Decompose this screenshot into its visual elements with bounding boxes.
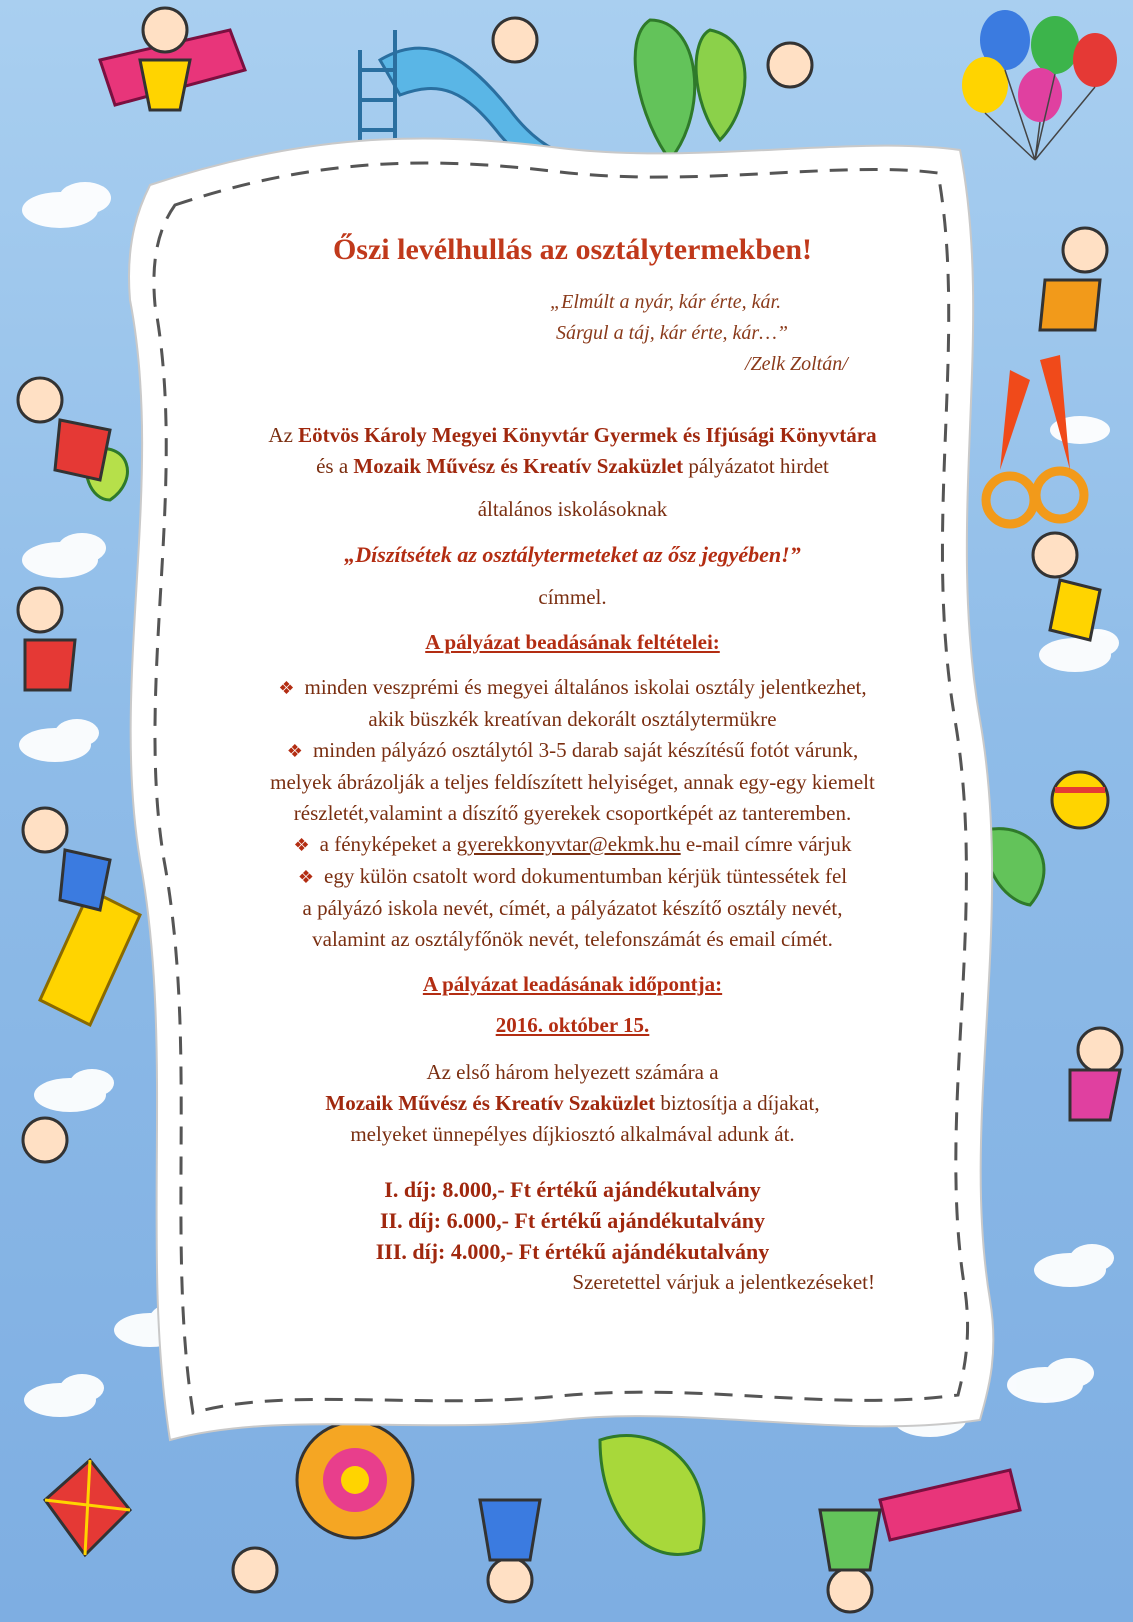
intro-text: és a <box>316 454 354 478</box>
diamond-bullet-icon: ❖ <box>278 678 295 698</box>
flyer-content <box>180 215 965 1395</box>
intro-paragraph <box>180 420 965 613</box>
intro-text: pályázatot hirdet <box>683 454 829 478</box>
awards-paragraph <box>180 1057 965 1150</box>
email-link[interactable]: gyerekkonyvtar@ekmk.hu <box>456 832 681 856</box>
list-item <box>180 735 965 829</box>
organizer-library: Eötvös Károly Megyei Könyvtár Gyermek és Ifjúsági Könyvtára <box>298 423 877 447</box>
list-item-line <box>180 735 965 767</box>
list-item-text: minden veszprémi és megyei általános iskolai osztály jelentkezhet, <box>304 675 867 699</box>
deadline-heading: A pályázat leadásának időpontja: <box>422 972 723 996</box>
intro-text: Az <box>268 423 299 447</box>
quote-line: Sárgul a táj, kár érte, kár…” <box>556 322 789 344</box>
page-title: Őszi levélhullás az osztálytermekben! <box>332 233 813 266</box>
prize-item: I. díj: 8.000,- Ft értékű ajándékutalvány <box>384 1177 761 1202</box>
closing-text: Szeretettel várjuk a jelentkezéseket! <box>572 1270 875 1294</box>
conditions-list <box>180 672 965 955</box>
list-item-text: a pályázó iskola nevét, címét, a pályázatot készítő osztály nevét, <box>302 896 843 920</box>
intro-line <box>180 451 965 482</box>
diamond-bullet-icon: ❖ <box>297 867 314 887</box>
awards-line <box>180 1088 965 1119</box>
list-item-text: valamint az osztályfőnök nevét, telefonszámát és email címét. <box>312 927 833 951</box>
audience-text: általános iskolásoknak <box>477 497 668 521</box>
list-item-text: részletét,valamint a díszítő gyerekek csoportképét az tanteremben. <box>293 801 852 825</box>
contest-slogan: „Díszítsétek az osztálytermeteket az ősz jegyében!” <box>344 542 801 567</box>
list-item-text: akik büszkék kreatívan dekorált osztálytermükre <box>368 707 777 731</box>
list-item-text: melyek ábrázolják a teljes feldíszített helyiséget, annak egy-egy kiemelt <box>270 770 875 794</box>
intro-line <box>180 420 965 451</box>
list-item-line <box>180 672 965 704</box>
diamond-bullet-icon: ❖ <box>286 741 303 761</box>
organizer-shop: Mozaik Művész és Kreatív Szaküzlet <box>353 454 684 478</box>
list-item-line <box>180 829 965 861</box>
awards-line: Az első három helyezett számára a <box>426 1060 719 1084</box>
list-item-text: minden pályázó osztálytól 3-5 darab saját készítésű fotót várunk, <box>312 738 859 762</box>
quote-author: /Zelk Zoltán/ <box>745 353 848 375</box>
list-item-text: a fényképeket a <box>319 832 457 856</box>
sponsor-shop: Mozaik Művész és Kreatív Szaküzlet <box>325 1091 656 1115</box>
list-item <box>180 829 965 861</box>
list-item-text: egy külön csatolt word dokumentumban kérjük tüntessétek fel <box>324 864 848 888</box>
awards-line: melyeket ünnepélyes díjkiosztó alkalmával adunk át. <box>350 1122 795 1146</box>
list-item <box>180 861 965 955</box>
prize-item: III. díj: 4.000,- Ft értékű ajándékutalvány <box>375 1239 770 1264</box>
prize-item: II. díj: 6.000,- Ft értékű ajándékutalvány <box>379 1208 765 1233</box>
list-item-text: e-mail címre várjuk <box>680 832 852 856</box>
deadline-date: 2016. október 15. <box>495 1013 650 1037</box>
awards-text: biztosítja a díjakat, <box>655 1091 820 1115</box>
prize-list <box>180 1174 965 1267</box>
list-item-line <box>180 861 965 893</box>
diamond-bullet-icon: ❖ <box>293 835 310 855</box>
conditions-heading: A pályázat beadásának feltételei: <box>425 630 720 654</box>
quote-line: „Elmúlt a nyár, kár érte, kár. <box>550 291 782 313</box>
poem-quote <box>550 287 965 380</box>
list-item <box>180 672 965 735</box>
cimmel-text: címmel. <box>538 585 607 609</box>
